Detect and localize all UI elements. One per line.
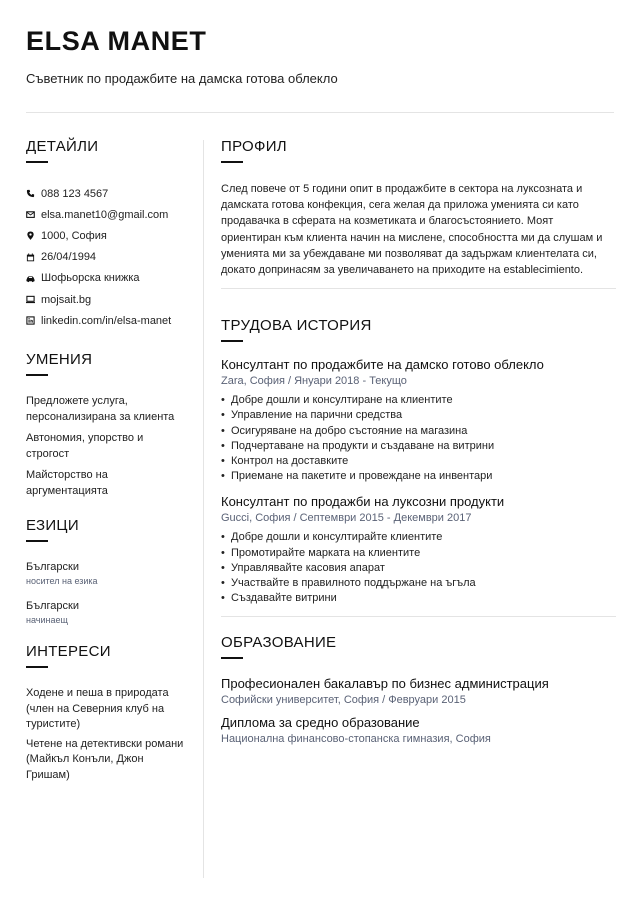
- job-entry: [221, 493, 616, 606]
- profile-summary: След повече от 5 години опит в продажбите в сектора на луксозната и дамската готова конфекция, сега желая да приложа уменията си като продавачка в сферата на козметиката и благосъстоянието. Моят ориентиран към клиента начин на мислене, способността ми да слушам и уменията ми за убеждаване ми позволяват да задържам клиентелата си, докато допринасям за увеличаването на приходите на establecimiento.: [221, 183, 603, 277]
- job-title: Консултант по продажбите на дамско готово облекло: [221, 357, 544, 373]
- calendar-icon: [26, 253, 41, 262]
- language-level: носител на езика: [26, 576, 98, 587]
- profile-divider: [221, 288, 616, 289]
- license-text: Шофьорска книжка: [41, 272, 140, 285]
- job-title: Консултант по продажби на луксозни продукти: [221, 494, 505, 510]
- skill-item: Предложете услуга, персонализирана за клиента: [26, 395, 175, 423]
- website-link[interactable]: mojsait.bg: [41, 293, 92, 306]
- candidate-name: ELSA MANET: [26, 26, 207, 56]
- job-duties: [221, 393, 616, 484]
- website-icon: [26, 295, 41, 304]
- degree-meta: Софийски университет, София / Февруари 2015: [221, 694, 466, 707]
- interest-item: Четене на детективски романи (Майкъл Конъли, Джон Гришам): [26, 737, 184, 781]
- birthdate-text: 26/04/1994: [41, 251, 97, 264]
- interests-list: [26, 686, 186, 783]
- duty-item: • Управлявайте касовия апарат: [221, 561, 616, 576]
- detail-website[interactable]: [26, 289, 186, 310]
- duty-item: • Добре дошли и консултирайте клиентите: [221, 530, 616, 545]
- phone-icon: [26, 189, 41, 198]
- car-icon: [26, 274, 41, 283]
- job-meta: Zara, София / Януари 2018 - Текущо: [221, 375, 407, 388]
- duty-item: • Приемане на пакетите и провеждане на инвентари: [221, 469, 616, 484]
- work-divider: [221, 616, 616, 617]
- duty-item: • Добре дошли и консултиране на клиентите: [221, 393, 616, 408]
- skill-item: Майсторство на аргументацията: [26, 469, 108, 497]
- header-divider: [26, 112, 614, 113]
- language-level: начинаещ: [26, 615, 68, 626]
- job-subtitle: Съветник по продажбите на дамска готова облекло: [26, 71, 338, 86]
- detail-linkedin[interactable]: [26, 310, 186, 331]
- job-entry: [221, 356, 616, 484]
- detail-phone: [26, 183, 186, 204]
- duty-item: • Промотирайте марката на клиентите: [221, 546, 616, 561]
- duty-item: • Подчертаване на продукти и създаване на витрини: [221, 439, 616, 454]
- duty-item: • Осигуряване на добро състояние на магазина: [221, 424, 616, 439]
- education-entry: [221, 714, 616, 747]
- interests-heading: ИНТЕРЕСИ: [26, 643, 186, 668]
- duty-item: • Създавайте витрини: [221, 591, 616, 606]
- duty-item: • Участвайте в правилното поддържане на ъгъла: [221, 576, 616, 591]
- detail-birthdate: [26, 247, 186, 268]
- skills-heading: УМЕНИЯ: [26, 351, 186, 376]
- column-divider: [203, 140, 204, 878]
- skill-item: Автономия, упорство и строгост: [26, 432, 144, 460]
- details-heading: ДЕТАЙЛИ: [26, 138, 186, 163]
- interest-item: Ходене и пеша в природата (член на Северния клуб на туристите): [26, 687, 169, 731]
- details-list: [26, 183, 186, 331]
- detail-location: [26, 225, 186, 246]
- email-icon: [26, 210, 41, 219]
- degree-meta: Национална финансово-стопанска гимназия, София: [221, 733, 491, 746]
- detail-license: [26, 268, 186, 289]
- job-duties: [221, 530, 616, 606]
- phone-text: 088 123 4567: [41, 187, 109, 200]
- degree-title: Диплома за средно образование: [221, 715, 420, 731]
- skills-list: [26, 394, 186, 499]
- duty-item: • Управление на парични средства: [221, 408, 616, 423]
- location-icon: [26, 231, 41, 240]
- job-meta: Gucci, София / Септември 2015 - Декември 2017: [221, 512, 472, 525]
- location-text: 1000, София: [41, 229, 107, 242]
- left-column: [26, 138, 186, 787]
- profile-heading: ПРОФИЛ: [221, 138, 616, 163]
- languages-heading: ЕЗИЦИ: [26, 517, 186, 542]
- duty-item: • Контрол на доставките: [221, 454, 616, 469]
- language-name: Български: [26, 600, 79, 613]
- education-entry: [221, 675, 616, 708]
- work-heading: ТРУДОВА ИСТОРИЯ: [221, 317, 616, 342]
- language-name: Български: [26, 561, 79, 574]
- detail-email: [26, 204, 186, 225]
- education-heading: ОБРАЗОВАНИЕ: [221, 634, 616, 659]
- email-text: elsa.manet10@gmail.com: [41, 208, 169, 221]
- right-column: [221, 138, 616, 751]
- linkedin-link[interactable]: linkedin.com/in/elsa-manet: [41, 314, 172, 327]
- languages-list: [26, 560, 186, 627]
- degree-title: Професионален бакалавър по бизнес администрация: [221, 676, 549, 692]
- linkedin-icon: [26, 316, 41, 325]
